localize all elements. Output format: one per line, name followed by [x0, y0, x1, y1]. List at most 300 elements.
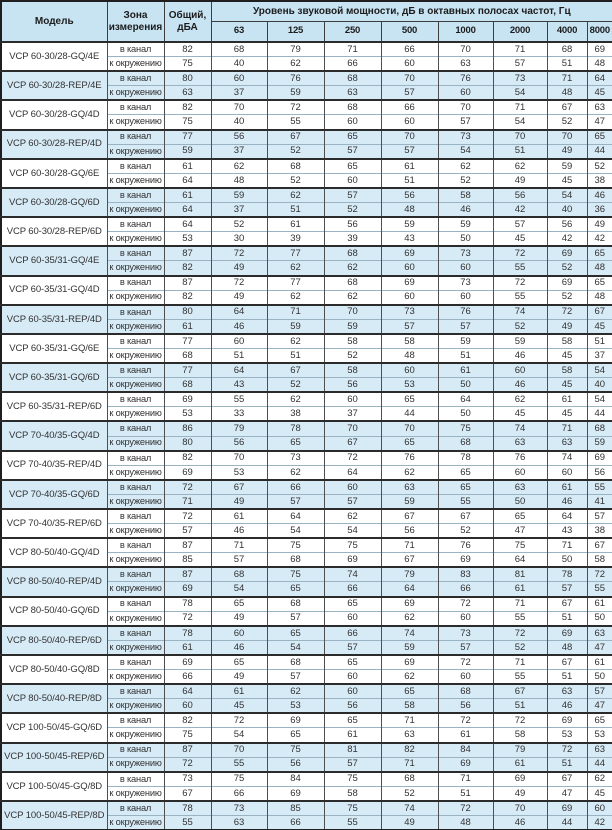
measurement-zone-cell: в канал [107, 363, 164, 378]
level-cell-63hz: 46 [211, 524, 267, 539]
level-cell-250hz: 67 [324, 436, 381, 451]
level-cell-125hz: 52 [267, 144, 324, 159]
level-cell-4000hz: 58 [547, 334, 587, 349]
measurement-zone-cell: в канал [107, 246, 164, 261]
level-cell-8000hz: 65 [587, 130, 612, 145]
total-dba-cell: 73 [164, 772, 211, 787]
level-cell-4000hz: 70 [547, 130, 587, 145]
measurement-zone-cell: к окружению [107, 86, 164, 101]
level-cell-250hz: 75 [324, 801, 381, 816]
level-cell-63hz: 75 [211, 772, 267, 787]
level-cell-125hz: 65 [267, 626, 324, 641]
level-cell-63hz: 49 [211, 494, 267, 509]
level-cell-4000hz: 67 [547, 772, 587, 787]
total-dba-cell: 87 [164, 246, 211, 261]
table-row [1, 363, 612, 378]
measurement-zone-cell: к окружению [107, 494, 164, 509]
level-cell-4000hz: 71 [547, 71, 587, 86]
level-cell-4000hz: 44 [547, 815, 587, 830]
model-name-cell: VCP 60-30/28-REP/4E [1, 71, 107, 100]
model-name-cell: VCP 70-40/35-GQ/6D [1, 480, 107, 509]
measurement-zone-cell: в канал [107, 451, 164, 466]
level-cell-4000hz: 49 [547, 144, 587, 159]
level-cell-500hz: 60 [381, 57, 438, 72]
level-cell-1000hz: 72 [438, 597, 493, 612]
total-dba-cell: 78 [164, 626, 211, 641]
table-row [1, 509, 612, 524]
level-cell-500hz: 65 [381, 392, 438, 407]
level-cell-250hz: 68 [324, 276, 381, 291]
level-cell-125hz: 66 [267, 480, 324, 495]
level-cell-250hz: 58 [324, 363, 381, 378]
level-cell-8000hz: 48 [587, 290, 612, 305]
level-cell-1000hz: 59 [438, 334, 493, 349]
model-name-cell: VCP 80-50/40-GQ/6D [1, 597, 107, 626]
total-dba-cell: 69 [164, 392, 211, 407]
level-cell-63hz: 72 [211, 276, 267, 291]
total-dba-cell: 87 [164, 276, 211, 291]
level-cell-1000hz: 52 [438, 173, 493, 188]
level-cell-1000hz: 68 [438, 436, 493, 451]
table-row [1, 130, 612, 145]
measurement-zone-cell: в канал [107, 743, 164, 758]
level-cell-500hz: 57 [381, 319, 438, 334]
level-cell-250hz: 55 [324, 815, 381, 830]
level-cell-1000hz: 59 [438, 217, 493, 232]
level-cell-1000hz: 50 [438, 407, 493, 422]
level-cell-63hz: 68 [211, 42, 267, 57]
level-cell-1000hz: 48 [438, 815, 493, 830]
table-row [1, 159, 612, 174]
level-cell-1000hz: 73 [438, 246, 493, 261]
level-cell-250hz: 57 [324, 494, 381, 509]
level-cell-2000hz: 72 [493, 246, 547, 261]
table-row [1, 655, 612, 670]
measurement-zone-cell: в канал [107, 713, 164, 728]
table-row [1, 392, 612, 407]
level-cell-500hz: 52 [381, 786, 438, 801]
model-name-cell: VCP 60-30/28-REP/6D [1, 217, 107, 246]
level-cell-500hz: 43 [381, 232, 438, 247]
level-cell-4000hz: 48 [547, 640, 587, 655]
level-cell-125hz: 77 [267, 276, 324, 291]
total-dba-cell: 64 [164, 173, 211, 188]
level-cell-63hz: 73 [211, 801, 267, 816]
model-name-cell: VCP 80-50/40-REP/6D [1, 626, 107, 655]
header-model: Модель [1, 1, 107, 42]
level-cell-1000hz: 83 [438, 567, 493, 582]
header-sound-power-group: Уровень звуковой мощности, дБ в октавных полосах частот, Гц [211, 1, 612, 21]
total-dba-cell: 69 [164, 465, 211, 480]
total-dba-cell: 53 [164, 232, 211, 247]
level-cell-125hz: 72 [267, 100, 324, 115]
level-cell-8000hz: 63 [587, 100, 612, 115]
level-cell-2000hz: 46 [493, 378, 547, 393]
level-cell-63hz: 46 [211, 640, 267, 655]
level-cell-2000hz: 45 [493, 407, 547, 422]
level-cell-125hz: 65 [267, 582, 324, 597]
level-cell-125hz: 54 [267, 640, 324, 655]
level-cell-1000hz: 55 [438, 494, 493, 509]
model-name-cell: VCP 80-50/40-GQ/8D [1, 655, 107, 684]
level-cell-8000hz: 65 [587, 713, 612, 728]
level-cell-63hz: 33 [211, 407, 267, 422]
level-cell-63hz: 37 [211, 203, 267, 218]
level-cell-8000hz: 68 [587, 421, 612, 436]
level-cell-125hz: 51 [267, 348, 324, 363]
level-cell-2000hz: 55 [493, 611, 547, 626]
level-cell-4000hz: 51 [547, 757, 587, 772]
level-cell-250hz: 65 [324, 159, 381, 174]
level-cell-63hz: 70 [211, 743, 267, 758]
level-cell-8000hz: 46 [587, 188, 612, 203]
level-cell-250hz: 63 [324, 86, 381, 101]
level-cell-125hz: 62 [267, 290, 324, 305]
level-cell-500hz: 69 [381, 276, 438, 291]
level-cell-4000hz: 50 [547, 553, 587, 568]
measurement-zone-cell: к окружению [107, 670, 164, 685]
level-cell-2000hz: 73 [493, 71, 547, 86]
level-cell-2000hz: 64 [493, 553, 547, 568]
level-cell-63hz: 54 [211, 582, 267, 597]
level-cell-500hz: 65 [381, 684, 438, 699]
level-cell-2000hz: 46 [493, 815, 547, 830]
level-cell-8000hz: 69 [587, 451, 612, 466]
level-cell-125hz: 85 [267, 801, 324, 816]
level-cell-8000hz: 72 [587, 567, 612, 582]
total-dba-cell: 72 [164, 509, 211, 524]
level-cell-1000hz: 50 [438, 378, 493, 393]
level-cell-63hz: 46 [211, 319, 267, 334]
level-cell-1000hz: 51 [438, 348, 493, 363]
level-cell-8000hz: 37 [587, 348, 612, 363]
measurement-zone-cell: к окружению [107, 144, 164, 159]
measurement-zone-cell: к окружению [107, 407, 164, 422]
level-cell-250hz: 65 [324, 597, 381, 612]
measurement-zone-cell: к окружению [107, 728, 164, 743]
level-cell-8000hz: 54 [587, 392, 612, 407]
level-cell-1000hz: 50 [438, 232, 493, 247]
level-cell-2000hz: 51 [493, 699, 547, 714]
level-cell-4000hz: 74 [547, 451, 587, 466]
level-cell-4000hz: 48 [547, 86, 587, 101]
level-cell-500hz: 71 [381, 757, 438, 772]
total-dba-cell: 87 [164, 567, 211, 582]
level-cell-4000hz: 67 [547, 597, 587, 612]
measurement-zone-cell: в канал [107, 217, 164, 232]
header-zone: Зона измерения [107, 1, 164, 42]
header-freq-4000: 4000 [547, 21, 587, 42]
level-cell-63hz: 55 [211, 757, 267, 772]
level-cell-2000hz: 55 [493, 261, 547, 276]
level-cell-250hz: 57 [324, 144, 381, 159]
level-cell-1000hz: 69 [438, 757, 493, 772]
level-cell-8000hz: 45 [587, 786, 612, 801]
level-cell-125hz: 62 [267, 684, 324, 699]
measurement-zone-cell: в канал [107, 130, 164, 145]
level-cell-1000hz: 70 [438, 42, 493, 57]
level-cell-1000hz: 64 [438, 392, 493, 407]
level-cell-125hz: 62 [267, 261, 324, 276]
level-cell-1000hz: 56 [438, 699, 493, 714]
level-cell-250hz: 58 [324, 334, 381, 349]
level-cell-500hz: 44 [381, 407, 438, 422]
level-cell-125hz: 66 [267, 815, 324, 830]
level-cell-4000hz: 52 [547, 290, 587, 305]
total-dba-cell: 55 [164, 815, 211, 830]
level-cell-250hz: 65 [324, 713, 381, 728]
level-cell-1000hz: 76 [438, 305, 493, 320]
measurement-zone-cell: к окружению [107, 319, 164, 334]
level-cell-1000hz: 70 [438, 100, 493, 115]
total-dba-cell: 80 [164, 71, 211, 86]
level-cell-1000hz: 71 [438, 772, 493, 787]
level-cell-125hz: 51 [267, 203, 324, 218]
level-cell-1000hz: 68 [438, 684, 493, 699]
level-cell-8000hz: 45 [587, 86, 612, 101]
level-cell-8000hz: 65 [587, 246, 612, 261]
measurement-zone-cell: к окружению [107, 640, 164, 655]
level-cell-2000hz: 52 [493, 319, 547, 334]
level-cell-1000hz: 75 [438, 421, 493, 436]
level-cell-500hz: 73 [381, 305, 438, 320]
level-cell-1000hz: 46 [438, 203, 493, 218]
total-dba-cell: 71 [164, 494, 211, 509]
model-name-cell: VCP 100-50/45-REP/6D [1, 743, 107, 772]
model-name-cell: VCP 100-50/45-GQ/6D [1, 713, 107, 742]
measurement-zone-cell: к окружению [107, 465, 164, 480]
table-row [1, 421, 612, 436]
level-cell-2000hz: 45 [493, 232, 547, 247]
level-cell-250hz: 56 [324, 378, 381, 393]
level-cell-8000hz: 44 [587, 144, 612, 159]
table-row [1, 713, 612, 728]
level-cell-125hz: 57 [267, 494, 324, 509]
level-cell-1000hz: 60 [438, 261, 493, 276]
level-cell-1000hz: 67 [438, 509, 493, 524]
level-cell-500hz: 56 [381, 188, 438, 203]
level-cell-63hz: 68 [211, 567, 267, 582]
level-cell-63hz: 56 [211, 130, 267, 145]
measurement-zone-cell: к окружению [107, 348, 164, 363]
level-cell-125hz: 73 [267, 451, 324, 466]
header-freq-2000: 2000 [493, 21, 547, 42]
level-cell-250hz: 68 [324, 100, 381, 115]
level-cell-4000hz: 51 [547, 611, 587, 626]
level-cell-2000hz: 61 [493, 582, 547, 597]
level-cell-2000hz: 47 [493, 524, 547, 539]
level-cell-4000hz: 72 [547, 305, 587, 320]
level-cell-8000hz: 69 [587, 42, 612, 57]
measurement-zone-cell: в канал [107, 772, 164, 787]
level-cell-2000hz: 63 [493, 436, 547, 451]
level-cell-125hz: 57 [267, 611, 324, 626]
level-cell-125hz: 75 [267, 538, 324, 553]
level-cell-2000hz: 72 [493, 626, 547, 641]
level-cell-2000hz: 49 [493, 786, 547, 801]
level-cell-4000hz: 40 [547, 203, 587, 218]
level-cell-1000hz: 60 [438, 670, 493, 685]
level-cell-125hz: 78 [267, 421, 324, 436]
total-dba-cell: 82 [164, 42, 211, 57]
level-cell-8000hz: 47 [587, 115, 612, 130]
level-cell-2000hz: 62 [493, 159, 547, 174]
level-cell-125hz: 54 [267, 524, 324, 539]
level-cell-500hz: 69 [381, 655, 438, 670]
level-cell-63hz: 60 [211, 71, 267, 86]
level-cell-63hz: 54 [211, 728, 267, 743]
level-cell-250hz: 58 [324, 786, 381, 801]
level-cell-4000hz: 52 [547, 261, 587, 276]
level-cell-4000hz: 63 [547, 436, 587, 451]
level-cell-125hz: 76 [267, 71, 324, 86]
level-cell-63hz: 61 [211, 509, 267, 524]
level-cell-1000hz: 60 [438, 86, 493, 101]
level-cell-250hz: 39 [324, 232, 381, 247]
level-cell-2000hz: 81 [493, 567, 547, 582]
level-cell-250hz: 52 [324, 203, 381, 218]
level-cell-500hz: 60 [381, 363, 438, 378]
level-cell-500hz: 60 [381, 290, 438, 305]
total-dba-cell: 59 [164, 144, 211, 159]
level-cell-500hz: 82 [381, 743, 438, 758]
level-cell-8000hz: 55 [587, 582, 612, 597]
level-cell-8000hz: 38 [587, 524, 612, 539]
level-cell-2000hz: 51 [493, 144, 547, 159]
level-cell-2000hz: 61 [493, 757, 547, 772]
level-cell-250hz: 57 [324, 188, 381, 203]
level-cell-2000hz: 74 [493, 305, 547, 320]
level-cell-63hz: 37 [211, 86, 267, 101]
level-cell-250hz: 62 [324, 261, 381, 276]
level-cell-4000hz: 47 [547, 786, 587, 801]
model-name-cell: VCP 100-50/45-GQ/8D [1, 772, 107, 801]
table-row [1, 217, 612, 232]
level-cell-250hz: 65 [324, 130, 381, 145]
level-cell-125hz: 68 [267, 655, 324, 670]
level-cell-8000hz: 56 [587, 465, 612, 480]
level-cell-63hz: 48 [211, 173, 267, 188]
level-cell-2000hz: 72 [493, 713, 547, 728]
measurement-zone-cell: к окружению [107, 290, 164, 305]
total-dba-cell: 68 [164, 378, 211, 393]
level-cell-2000hz: 71 [493, 42, 547, 57]
level-cell-4000hz: 42 [547, 232, 587, 247]
total-dba-cell: 67 [164, 786, 211, 801]
level-cell-125hz: 75 [267, 567, 324, 582]
level-cell-8000hz: 65 [587, 276, 612, 291]
level-cell-500hz: 69 [381, 246, 438, 261]
level-cell-2000hz: 63 [493, 480, 547, 495]
level-cell-63hz: 49 [211, 670, 267, 685]
total-dba-cell: 69 [164, 582, 211, 597]
level-cell-4000hz: 54 [547, 188, 587, 203]
level-cell-1000hz: 76 [438, 71, 493, 86]
level-cell-63hz: 64 [211, 305, 267, 320]
level-cell-250hz: 62 [324, 290, 381, 305]
level-cell-125hz: 79 [267, 42, 324, 57]
level-cell-250hz: 60 [324, 480, 381, 495]
total-dba-cell: 72 [164, 757, 211, 772]
table-row [1, 597, 612, 612]
level-cell-500hz: 60 [381, 261, 438, 276]
level-cell-8000hz: 63 [587, 626, 612, 641]
level-cell-8000hz: 47 [587, 699, 612, 714]
level-cell-63hz: 72 [211, 246, 267, 261]
level-cell-1000hz: 65 [438, 465, 493, 480]
level-cell-250hz: 52 [324, 348, 381, 363]
measurement-zone-cell: в канал [107, 392, 164, 407]
table-row [1, 276, 612, 291]
level-cell-2000hz: 79 [493, 743, 547, 758]
level-cell-250hz: 57 [324, 640, 381, 655]
table-header [1, 1, 612, 42]
level-cell-8000hz: 42 [587, 232, 612, 247]
level-cell-63hz: 71 [211, 538, 267, 553]
level-cell-1000hz: 72 [438, 713, 493, 728]
level-cell-500hz: 58 [381, 334, 438, 349]
level-cell-1000hz: 65 [438, 480, 493, 495]
header-freq-8000: 8000 [587, 21, 612, 42]
level-cell-8000hz: 44 [587, 757, 612, 772]
level-cell-63hz: 43 [211, 378, 267, 393]
total-dba-cell: 80 [164, 436, 211, 451]
level-cell-250hz: 60 [324, 684, 381, 699]
level-cell-250hz: 60 [324, 115, 381, 130]
level-cell-63hz: 65 [211, 597, 267, 612]
measurement-zone-cell: к окружению [107, 582, 164, 597]
level-cell-2000hz: 57 [493, 57, 547, 72]
level-cell-4000hz: 61 [547, 480, 587, 495]
level-cell-8000hz: 64 [587, 71, 612, 86]
level-cell-4000hz: 57 [547, 582, 587, 597]
level-cell-4000hz: 45 [547, 378, 587, 393]
level-cell-2000hz: 60 [493, 465, 547, 480]
level-cell-8000hz: 50 [587, 611, 612, 626]
level-cell-500hz: 61 [381, 159, 438, 174]
level-cell-250hz: 70 [324, 421, 381, 436]
model-name-cell: VCP 70-40/35-GQ/4D [1, 421, 107, 450]
level-cell-2000hz: 71 [493, 597, 547, 612]
level-cell-500hz: 69 [381, 597, 438, 612]
level-cell-500hz: 60 [381, 115, 438, 130]
level-cell-4000hz: 45 [547, 173, 587, 188]
level-cell-500hz: 70 [381, 71, 438, 86]
table-row [1, 188, 612, 203]
level-cell-1000hz: 62 [438, 159, 493, 174]
level-cell-8000hz: 44 [587, 407, 612, 422]
measurement-zone-cell: в канал [107, 42, 164, 57]
measurement-zone-cell: в канал [107, 684, 164, 699]
level-cell-1000hz: 66 [438, 582, 493, 597]
level-cell-63hz: 49 [211, 261, 267, 276]
level-cell-125hz: 68 [267, 159, 324, 174]
measurement-zone-cell: в канал [107, 188, 164, 203]
header-freq-1000: 1000 [438, 21, 493, 42]
level-cell-4000hz: 69 [547, 801, 587, 816]
total-dba-cell: 75 [164, 115, 211, 130]
model-name-cell: VCP 80-50/40-GQ/4D [1, 538, 107, 567]
level-cell-8000hz: 62 [587, 772, 612, 787]
model-name-cell: VCP 60-35/31-GQ/6E [1, 334, 107, 363]
level-cell-125hz: 56 [267, 757, 324, 772]
measurement-zone-cell: к окружению [107, 436, 164, 451]
level-cell-500hz: 66 [381, 100, 438, 115]
total-dba-cell: 61 [164, 319, 211, 334]
level-cell-8000hz: 52 [587, 159, 612, 174]
total-dba-cell: 66 [164, 670, 211, 685]
model-name-cell: VCP 60-35/31-GQ/4D [1, 276, 107, 305]
